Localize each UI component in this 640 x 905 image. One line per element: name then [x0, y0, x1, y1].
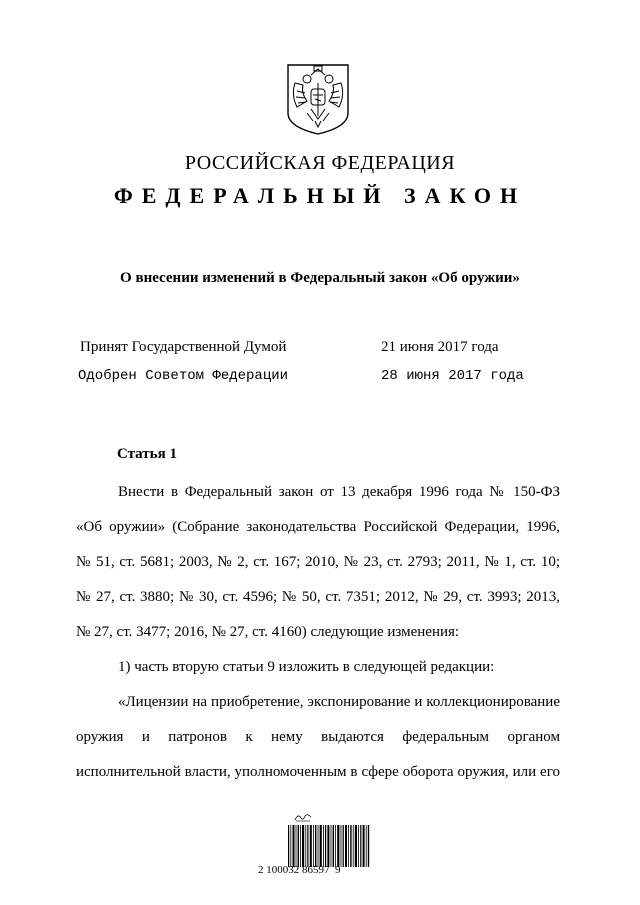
signature-mark-icon — [294, 812, 312, 822]
text-line: 1) часть вторую статьи 9 изложить в следующей редакции: — [118, 659, 495, 675]
text-line: № 51, ст. 5681; 2003, № 2, ст. 167; 2010, № 23, ст. 2793; 2011, № 1, ст. 10; — [76, 554, 560, 570]
duma-date: 21 июня 2017 года — [381, 339, 499, 355]
text-line: № 27, ст. 3477; 2016, № 27, ст. 4160) следующие изменения: — [76, 624, 460, 640]
country-name: РОССИЙСКАЯ ФЕДЕРАЦИЯ — [184, 152, 456, 174]
law-type: ФЕДЕРАЛЬНЫЙ ЗАКОН — [113, 183, 527, 208]
text-line: «Лицензии на приобретение, экспонирование и коллекционирование — [118, 694, 560, 710]
article-text — [76, 475, 560, 790]
text-line: «Об оружии» (Собрание законодательства Российской Федерации, 1996, — [76, 519, 560, 535]
coat-of-arms-icon — [285, 61, 351, 136]
barcode-number: 2 100032 86597 9 — [258, 864, 341, 876]
text-line: № 27, ст. 3880; № 30, ст. 4596; № 50, ст. 7351; 2012, № 29, ст. 3993; 2013, — [76, 589, 560, 605]
law-title: О внесении изменений в Федеральный закон «Об оружии» — [120, 270, 520, 286]
text-line: Внести в Федеральный закон от 13 декабря 1996 года № 150-ФЗ — [118, 484, 560, 500]
barcode-bars — [288, 825, 370, 867]
article-heading: Статья 1 — [117, 446, 177, 462]
duma-label: Принят Государственной Думой — [80, 339, 287, 355]
text-line: оружия и патронов к нему выдаются федеральным органом — [76, 729, 560, 745]
council-label: Одобрен Советом Федерации — [78, 368, 289, 384]
text-line: исполнительной власти, уполномоченным в сфере оборота оружия, или его — [76, 764, 560, 780]
council-date: 28 июня 2017 года — [381, 368, 524, 384]
